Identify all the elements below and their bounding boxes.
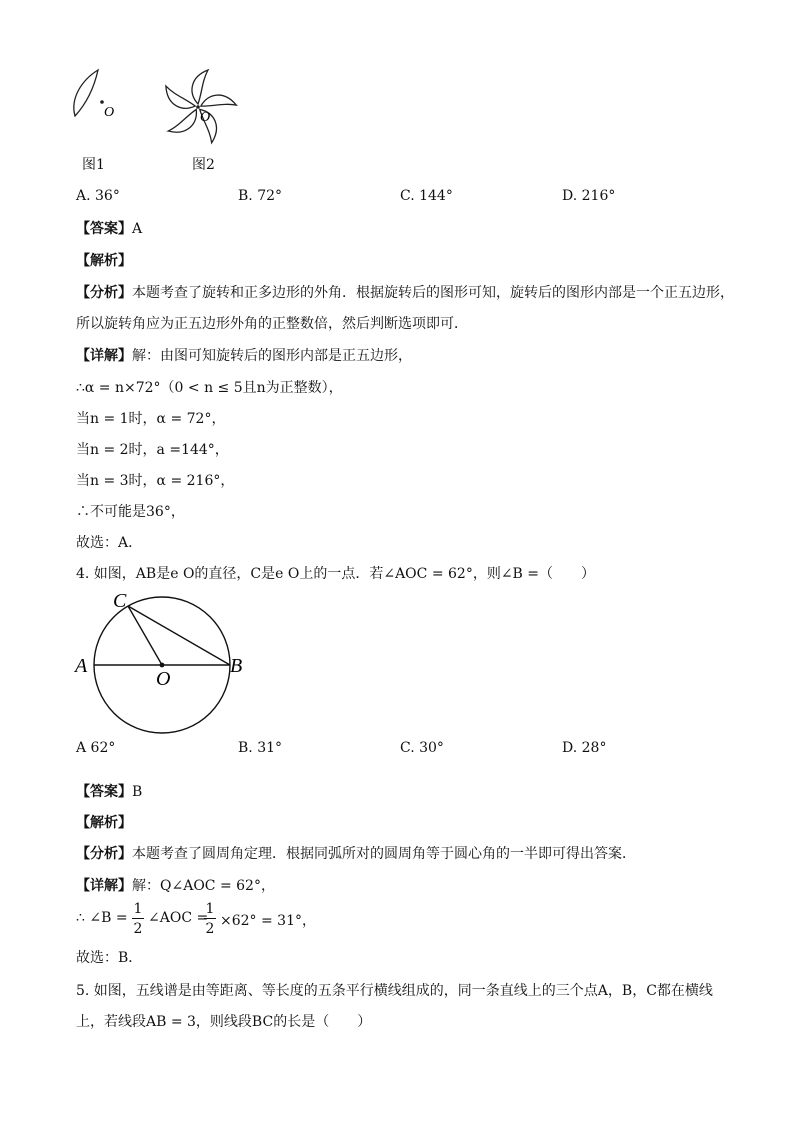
option-d: D. 28° (562, 740, 607, 756)
q3-fenxi-line2: 所以旋转角应为正五边形外角的正整数倍，然后判断选项即可． (76, 316, 468, 332)
label-o: O (156, 668, 171, 690)
formula-part-2: ∠AOC = (148, 910, 209, 926)
chord-cb (128, 606, 230, 665)
figure-1 (60, 60, 130, 130)
blade-shape (161, 86, 198, 112)
option-d: D. 216° (562, 188, 616, 204)
option-a: A. 36° (76, 188, 120, 204)
label-b: B (230, 655, 243, 677)
q4-answer (76, 781, 142, 801)
label-c: C (113, 590, 127, 612)
option-a: A 62° (76, 740, 116, 756)
option-b: B. 31° (238, 740, 283, 756)
formula-part-3: ×62° = 31°， (220, 913, 316, 929)
q3-detail-line4: 当n = 2时，a =144°， (76, 442, 229, 458)
fenxi-tag: 【分析】 (76, 846, 132, 862)
blade-shape (74, 70, 98, 116)
q4-circle-figure (70, 585, 260, 745)
option-c: C. 30° (400, 740, 444, 756)
answer-tag: 【答案】 (76, 221, 132, 237)
answer-value: A (132, 221, 143, 237)
q3-conclusion: 故选：A． (76, 535, 143, 551)
fraction-half-2 (204, 900, 216, 939)
q4-analysis-tag: 【解析】 (76, 815, 132, 831)
fig1-caption: 图1 (82, 157, 105, 173)
fenxi-text: 本题考查了圆周角定理．根据同弧所对的圆周角等于圆心角的一半即可得出答案． (132, 846, 636, 862)
q3-answer (76, 218, 142, 238)
detail-text: 解：Q∠AOC = 62°， (132, 878, 275, 894)
q4-stem: 4. 如图，AB是e O的直径，C是e O上的一点．若∠AOC = 62°，则∠B =（ ） (76, 566, 596, 582)
fig1-point-label: O (104, 105, 115, 120)
q4-fenxi-line (76, 843, 636, 863)
q3-detail-line3: 当n = 1时，α = 72°， (76, 411, 226, 427)
center-point (100, 100, 104, 104)
detail-text: 解：由图可知旋转后的图形内部是正五边形， (132, 348, 412, 364)
fenxi-tag: 【分析】 (76, 285, 132, 301)
q3-fenxi-line1 (76, 282, 734, 302)
fraction-numerator: 1 (133, 901, 143, 917)
formula-part-1: ∴ ∠B = (76, 910, 128, 926)
radius-oc (128, 606, 162, 665)
figure-2 (148, 60, 253, 155)
label-a: A (75, 655, 88, 677)
fraction-denominator: 2 (133, 921, 143, 937)
fig2-point-label: O (200, 110, 211, 125)
q3-detail-line5: 当n = 3时，α = 216°， (76, 473, 235, 489)
detail-tag: 【详解】 (76, 878, 132, 894)
q3-analysis-tag: 【解析】 (76, 253, 132, 269)
detail-tag: 【详解】 (76, 348, 132, 364)
q5-stem-line2: 上，若线段AB = 3，则线段BC的长是（ ） (76, 1014, 372, 1030)
q4-options (76, 740, 716, 760)
fraction-numerator: 1 (205, 901, 215, 917)
fig2-caption: 图2 (192, 157, 215, 173)
option-c: C. 144° (400, 188, 453, 204)
q4-detail-line1 (76, 875, 275, 895)
center-point (160, 663, 165, 668)
q3-detail-line1 (76, 345, 412, 365)
fenxi-text: 本题考查了旋转和正多边形的外角．根据旋转后的图形可知，旋转后的图形内部是一个正五边形， (132, 285, 734, 301)
fraction-denominator: 2 (205, 921, 215, 937)
q4-conclusion: 故选：B． (76, 950, 143, 966)
option-b: B. 72° (238, 188, 283, 204)
fraction-half-1 (132, 900, 144, 939)
answer-value: B (132, 784, 143, 800)
blade-shape (192, 70, 208, 104)
answer-tag: 【答案】 (76, 784, 132, 800)
q3-detail-line6: ∴不可能是36°， (76, 504, 185, 520)
q3-detail-line2: ∴α = n×72°（0 < n ≤ 5且n为正整数）， (76, 380, 343, 396)
center-point (196, 105, 200, 109)
q5-stem-line1: 5. 如图，五线谱是由等距离、等长度的五条平行横线组成的，同一条直线上的三个点A，B，C都在横线 (76, 983, 713, 999)
blade-shape (168, 104, 201, 141)
q3-options (76, 188, 716, 208)
